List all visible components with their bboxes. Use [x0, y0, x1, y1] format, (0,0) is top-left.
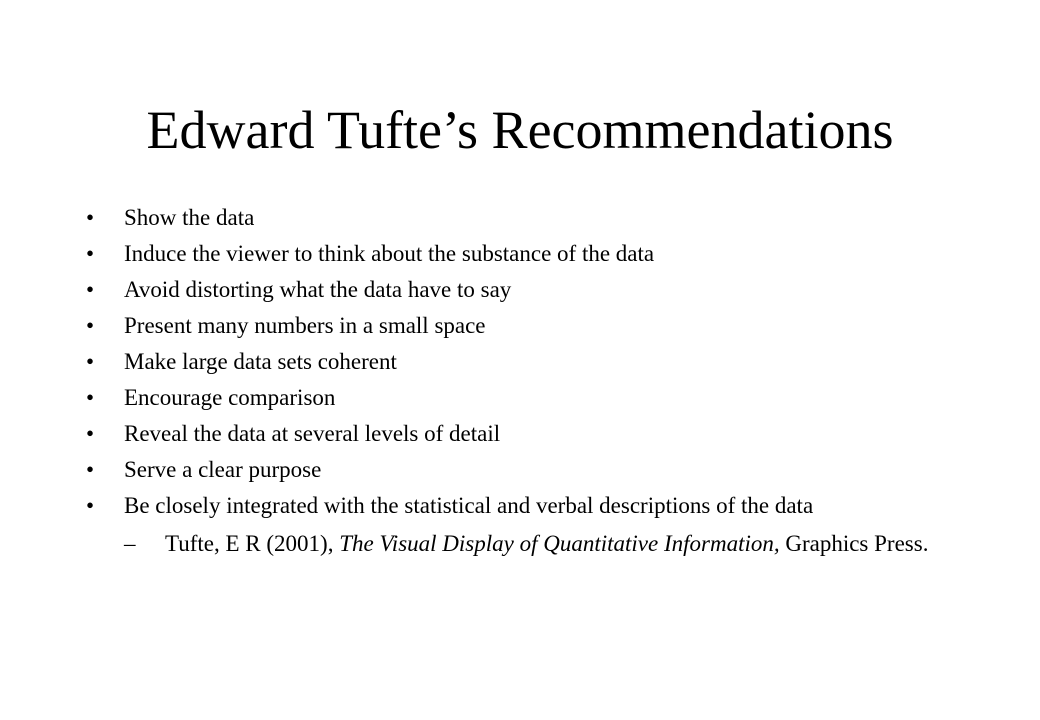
citation-book-title: The Visual Display of Quantitative Information, — [339, 531, 780, 556]
dash-marker: – — [124, 531, 136, 556]
citation-suffix: Graphics Press. — [779, 531, 929, 556]
bullet-item — [86, 456, 986, 484]
bullet-item — [86, 312, 986, 340]
bullet-item — [86, 348, 986, 376]
bullet-marker: • — [86, 313, 95, 338]
bullet-marker: • — [86, 277, 95, 302]
bullet-text: Reveal the data at several levels of detail — [124, 421, 501, 446]
bullet-text: Serve a clear purpose — [124, 457, 322, 482]
bullet-text: Avoid distorting what the data have to say — [124, 277, 512, 302]
citation-prefix: Tufte, E R (2001), — [165, 531, 340, 556]
bullet-marker: • — [86, 457, 95, 482]
bullet-marker: • — [86, 493, 95, 518]
bullet-list — [86, 204, 986, 565]
bullet-text: Be closely integrated with the statistical and verbal descriptions of the data — [124, 493, 814, 518]
bullet-marker: • — [86, 385, 95, 410]
bullet-item — [86, 204, 986, 232]
bullet-marker: • — [86, 205, 95, 230]
bullet-item — [86, 276, 986, 304]
citation-list — [124, 530, 986, 557]
bullet-item — [86, 420, 986, 448]
bullet-item — [86, 492, 986, 557]
bullet-marker: • — [86, 421, 95, 446]
bullet-item — [86, 384, 986, 412]
bullet-marker: • — [86, 241, 95, 266]
citation — [124, 530, 986, 557]
bullet-text: Present many numbers in a small space — [124, 313, 486, 338]
bullet-text: Show the data — [124, 205, 255, 230]
bullet-marker: • — [86, 349, 95, 374]
bullet-text: Encourage comparison — [124, 385, 336, 410]
bullet-item — [86, 240, 986, 268]
slide-title: Edward Tufte’s Recommendations — [146, 100, 894, 160]
bullet-text: Induce the viewer to think about the substance of the data — [124, 241, 655, 266]
bullet-text: Make large data sets coherent — [124, 349, 397, 374]
